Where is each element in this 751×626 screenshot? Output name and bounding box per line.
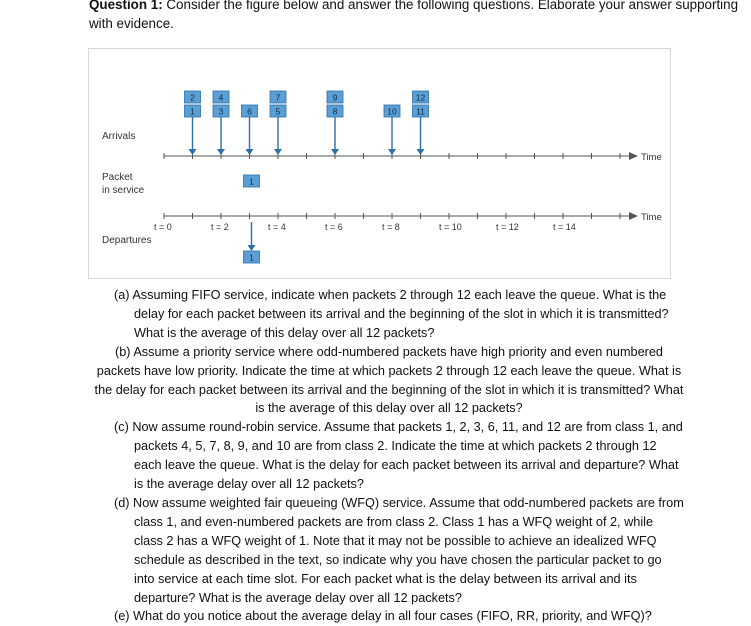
question-e: (e) What do you notice about the average delay in all four cases (FIFO, RR, priority, and WFQ)? xyxy=(114,609,652,624)
service-label-line1: Packet xyxy=(102,172,133,183)
arrival-axis-arrow xyxy=(629,152,638,160)
tick-label: t = 0 xyxy=(154,222,172,232)
arrival-arrowhead xyxy=(246,149,254,155)
time-axis-label: Time xyxy=(641,152,662,163)
departure-packet-label: 1 xyxy=(249,252,254,263)
packet-3-label: 3 xyxy=(218,106,224,117)
packet-4-label: 4 xyxy=(218,92,224,103)
question-a: (a) Assuming FIFO service, indicate when packets 2 through 12 each leave the queue. What is the delay for each packet between its arrival and the beginning of the slot in which it is transmitted? What is the average of this delay over all 12 packets? xyxy=(114,288,669,340)
tick-label: t = 4 xyxy=(268,222,286,232)
arrival-arrowhead xyxy=(388,149,396,155)
packet-1-label: 1 xyxy=(190,106,195,117)
question-d: (d) Now assume weighted fair queueing (WFQ) service. Assume that odd-numbered packets are from class 1, and even-numbered packets are from class 2. Class 1 has a WFQ weight of 2, while class 2 has a WFQ weight of 1. Note that it may not be possible to achieve an idealized WFQ schedule as described in the text, so indicate why you have chosen the particular packet to go into service at each time slot. For each packet what is the delay between its arrival and its departure? What is the average delay over all 12 packets? xyxy=(114,495,684,605)
queue-timing-figure xyxy=(88,48,671,279)
tick-label: t = 14 xyxy=(553,222,576,232)
time-axis-label: Time xyxy=(641,212,662,223)
arrival-arrowhead xyxy=(417,149,425,155)
packet-5-label: 5 xyxy=(275,106,281,117)
packet-7-label: 7 xyxy=(275,92,281,103)
packet-2-label: 2 xyxy=(190,92,195,103)
arrival-arrowhead xyxy=(217,149,225,155)
packet-9-label: 9 xyxy=(332,92,338,103)
question-b: (b) Assume a priority service where odd-numbered packets have high priority and even numbered packets have low priority. Indicate the time at which packets 2 through 12 each leave the queue. What is the delay for each packet between its arrival and the beginning of the slot in which it is transmitted? What is the average of this delay over all 12 packets? xyxy=(94,344,684,416)
service-axis-arrow xyxy=(629,212,638,220)
packet-6-label: 6 xyxy=(247,106,252,117)
tick-label: t = 12 xyxy=(496,222,519,232)
departure-arrowhead xyxy=(248,245,256,251)
arrival-arrowhead xyxy=(189,149,197,155)
packet-10-label: 10 xyxy=(387,106,397,117)
tick-label: t = 8 xyxy=(382,222,400,232)
departures-label: Departures xyxy=(102,235,152,246)
arrival-arrowhead xyxy=(331,149,339,155)
service-packet-label: 1 xyxy=(249,176,254,187)
tick-label: t = 2 xyxy=(211,222,229,232)
packet-11-label: 11 xyxy=(416,106,425,117)
question-c: (c) Now assume round-robin service. Assume that packets 1, 2, 3, 6, 11, and 12 are from class 1, and packets 4, 5, 7, 8, 9, and 10 are from class 2. Indicate the time at which packets 2 through 12 each leave the queue. What is the delay for each packet between its arrival and departure? What is the average delay over all 12 packets? xyxy=(114,420,683,492)
question-intro: Consider the figure below and answer the following questions. Elaborate your answer supporting with evidence. xyxy=(89,0,739,31)
service-label-line2: in service xyxy=(102,185,145,196)
question-number: Question 1: xyxy=(89,0,163,12)
packet-8-label: 8 xyxy=(332,106,338,117)
timing-diagram xyxy=(89,49,670,278)
packet-12-label: 12 xyxy=(415,92,426,103)
arrival-arrowhead xyxy=(274,149,282,155)
question-list xyxy=(94,286,684,626)
arrivals-label: Arrivals xyxy=(102,131,136,142)
tick-label: t = 6 xyxy=(325,222,343,232)
question-heading xyxy=(89,0,739,33)
tick-label: t = 10 xyxy=(439,222,462,232)
